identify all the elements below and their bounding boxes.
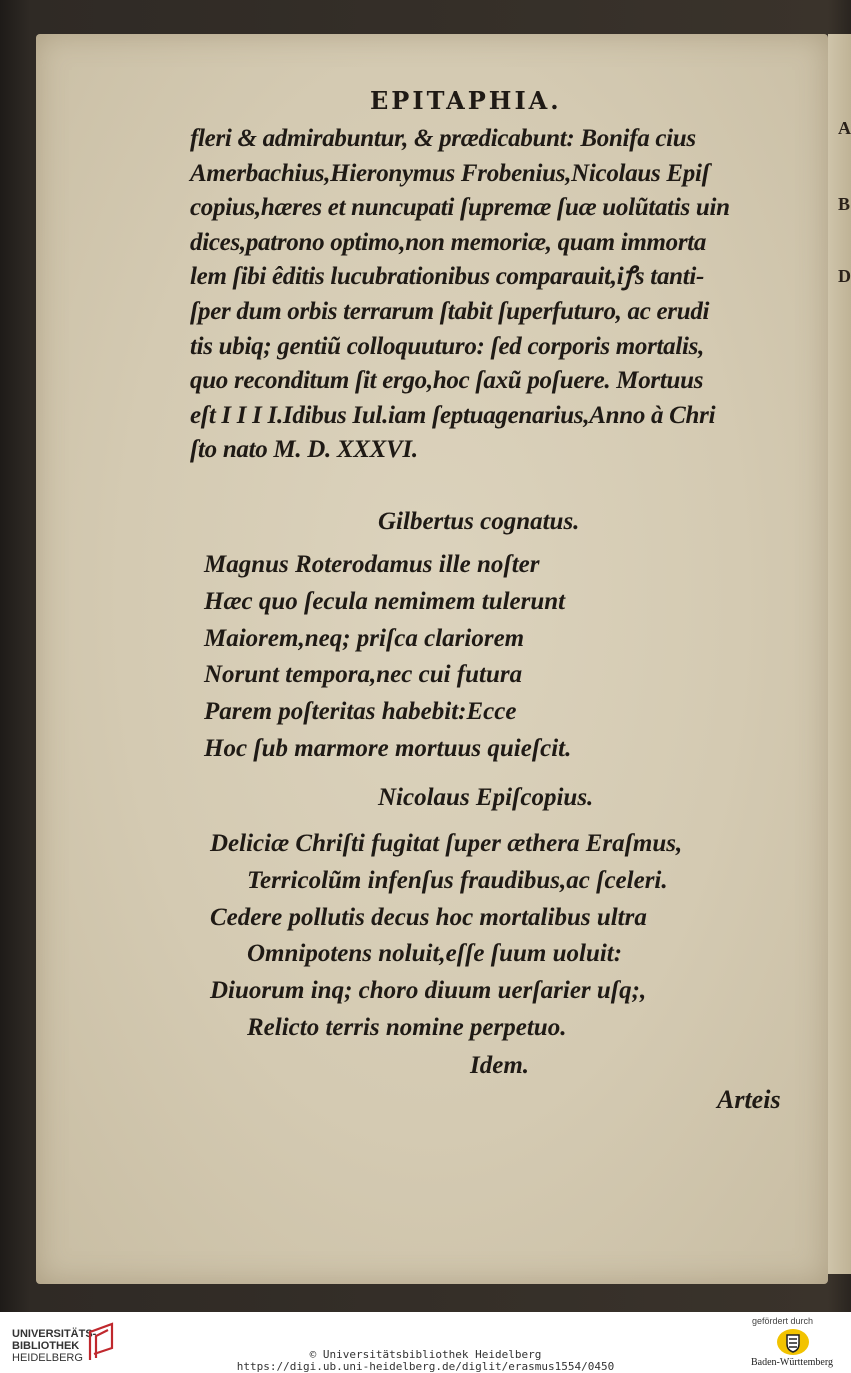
poem-author: Nicolaus Epiſcopius. [378,784,594,811]
facing-page-edge [828,34,851,1274]
verse-line: Magnus Roterodamus ille noſter [204,551,540,578]
epitaph-prose [190,122,790,468]
edge-glyph: D [838,266,851,286]
verse-line: Omnipotens noluit,eſſe ſuum uoluit: [247,940,623,968]
verse-line: Maiorem,neq; priſca clariorem [204,624,525,652]
poem-verse [204,547,571,768]
verse-line: Deliciæ Chriſti fugitat ſuper æthera Eraſmus, [210,830,683,857]
library-name-line: UNIVERSITÄTS- [12,1328,97,1340]
viewer-footer [0,1312,851,1373]
verse-line: Terricolũm infenſus fraudibus,ac ſceleri. [247,866,668,894]
poem-author: Gilbertus cognatus. [378,508,580,535]
verse-line: Parem poſteritas habebit:Ecce [204,698,517,726]
prose-line: Amerbachius,Hieronymus Frobenius,Nicolaus Epiſ [190,159,710,187]
library-name-line: BIBLIOTHEK [12,1340,80,1352]
verse-line: Diuorum inq; choro diuum uerſarier uſq;, [210,977,647,1005]
prose-line: eſt I I I I.Idibus Iul.iam ſeptuagenarius,Anno à Chri [190,401,716,429]
funder-label: Baden-Württemberg [751,1357,834,1368]
edge-glyph: A [838,118,851,138]
verse-line: Hoc ſub marmore mortuus quieſcit. [204,734,572,762]
prose-line: ſper dum orbis terrarum ſtabit ſuperfuturo, ac erudi [190,297,710,325]
next-heading: Idem. [470,1052,530,1079]
catchword: Arteis [717,1085,781,1114]
edge-glyph: B [838,194,851,214]
prose-line: copius,hæres et nuncupati ſupremæ ſuæ uolũtatis uin [190,194,730,222]
running-head: EPITAPHIA. [370,86,562,115]
library-name-line: HEIDELBERG [12,1352,83,1364]
verse-line: Relicto terris nomine perpetuo. [247,1013,567,1041]
poem-verse [210,826,682,1047]
prose-line: tis ubiq; gentiũ colloquuturo: ſed corporis mortalis, [190,332,705,360]
prose-line: ſto nato M. D. XXXVI. [190,436,418,464]
verse-line: Norunt tempora,nec cui futura [204,661,523,689]
coat-of-arms-icon [776,1327,810,1357]
prose-line: lem ſibi êditis lucubrationibus comparauit,iꝭs tanti- [190,263,705,291]
prose-line: dices,patrono optimo,non memoriæ, quam immorta [190,228,707,256]
prose-line: quo reconditum ſit ergo,hoc ſaxũ poſuere. Mortuus [190,367,704,395]
funded-by-label: gefördert durch [752,1316,814,1326]
copyright-text: © Universitätsbibliothek Heidelberg [309,1348,542,1361]
permalink-url[interactable]: https://digi.ub.uni-heidelberg.de/diglit/erasmus1554/0450 [236,1360,615,1373]
verse-line: Cedere pollutis decus hoc mortalibus ultra [210,903,647,931]
prose-line: fleri & admirabuntur, & prædicabunt: Bonifa cius [190,125,696,152]
verse-line: Hæc quo ſecula nemimem tulerunt [204,587,566,615]
